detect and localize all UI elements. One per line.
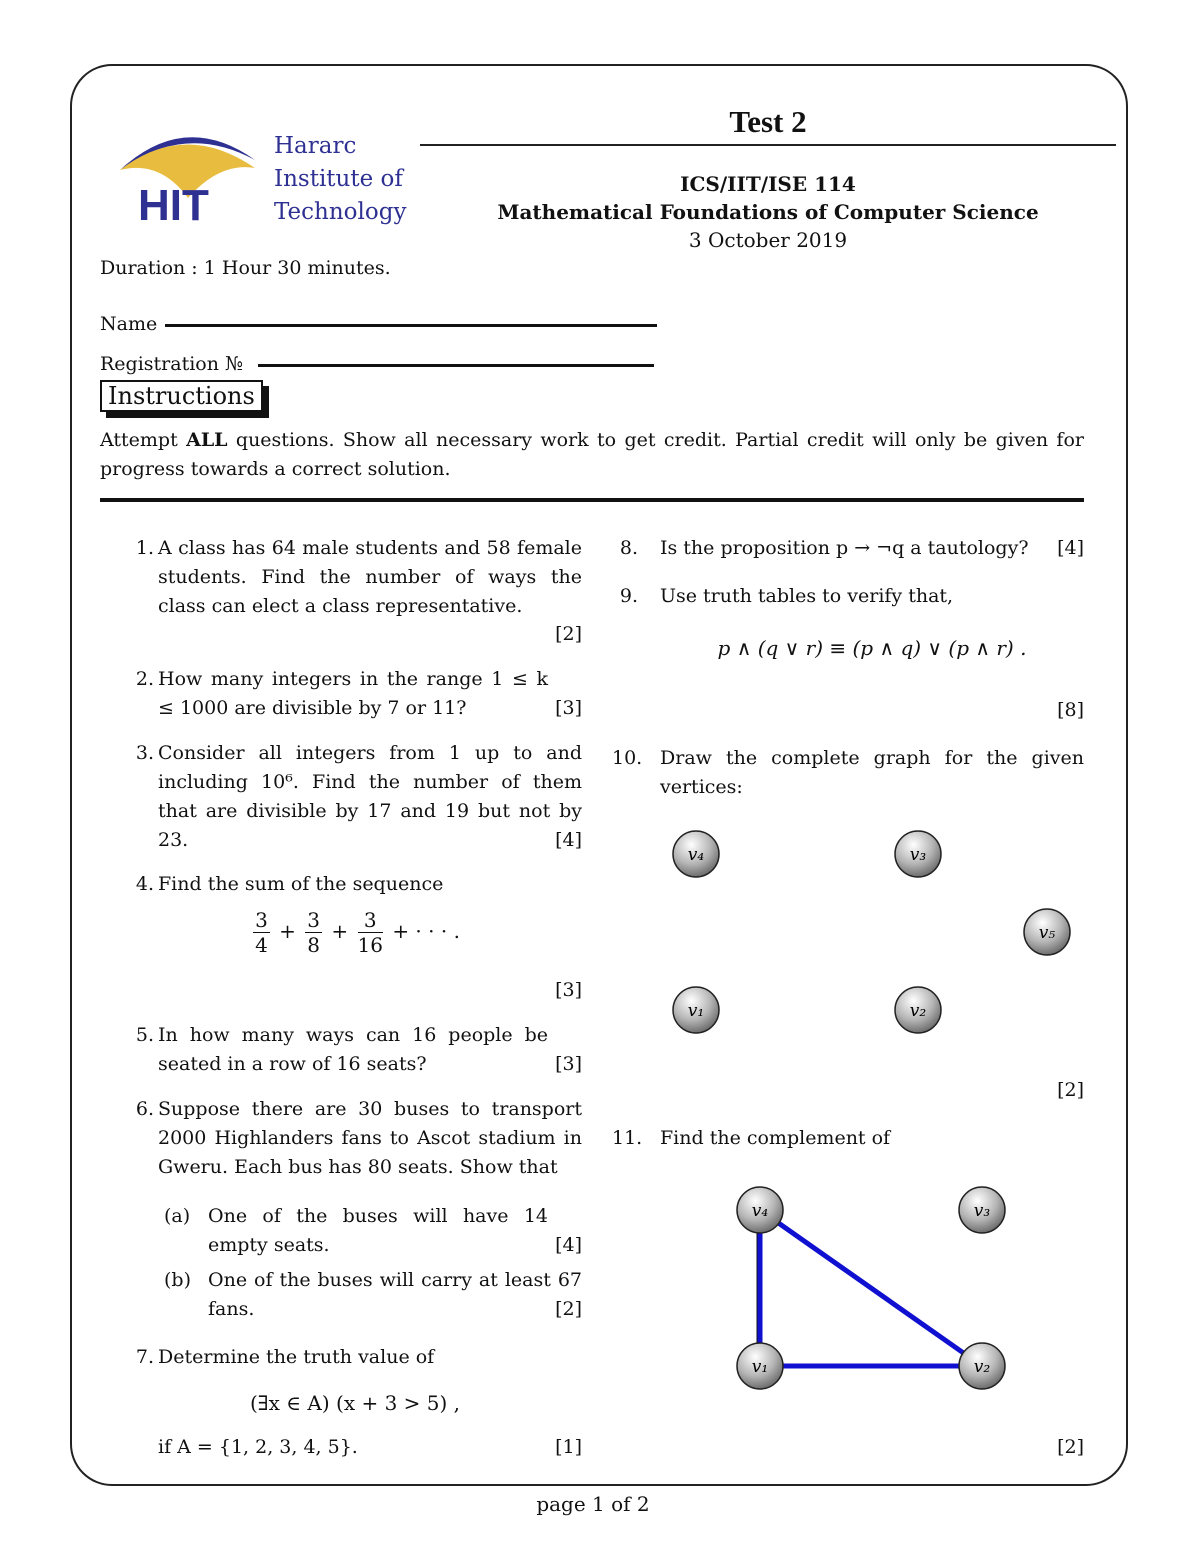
instr-post: questions. Show all necessary work to get credit. Partial credit will only be given for progress towards a correct solution. — [100, 429, 1084, 480]
part-text: One of the buses will carry at least 67 fans. — [208, 1269, 582, 1320]
question-text: A class has 64 male students and 58 female students. Find the number of ways the class can elect a class representative. — [158, 537, 582, 617]
svg-text:v₅: v₅ — [1038, 923, 1056, 943]
test-date: 3 October 2019 — [688, 228, 848, 252]
svg-text:HIT: HIT — [138, 181, 209, 230]
fraction: $\frac{3}{8}$ — [307, 908, 321, 957]
question-number: 10. — [612, 747, 643, 769]
fraction: $\frac{3}{4}$ — [255, 908, 268, 957]
ellipsis: + · · · . — [392, 919, 460, 943]
vertex-v3 — [895, 831, 941, 877]
question-mark: [3] — [555, 697, 582, 719]
question-number: 2. — [135, 668, 154, 690]
vertex-v2 — [895, 987, 941, 1033]
vertex-v3 — [959, 1187, 1005, 1233]
question-text: Suppose there are 30 buses to transport 2000 Highlanders fans to Ascot stadium in Gweru. Each bus has 80 seats. Show that — [158, 1098, 582, 1178]
test-title: Test 2 — [729, 104, 807, 139]
question-text: Determine the truth value of — [158, 1346, 435, 1368]
instr-bold: ALL — [186, 429, 228, 451]
sequence-formula — [128, 908, 582, 957]
question-text: Consider all integers from 1 up to and including 10⁶. Find the number of them that are divisible by 17 and 19 but not by 23. — [158, 742, 582, 851]
svg-text:v₁: v₁ — [687, 1001, 705, 1021]
instructions-heading: Instructions — [100, 380, 263, 412]
plus: + — [279, 919, 296, 943]
question-mark: [1] — [555, 1436, 582, 1458]
question-text: How many integers in the range 1 ≤ k ≤ 1000 are divisible by 7 or 11? — [158, 668, 548, 719]
question-mark: [2] — [555, 623, 582, 645]
plus: + — [331, 919, 349, 943]
vertex-v1 — [673, 987, 719, 1033]
part-label: (b) — [164, 1269, 191, 1291]
svg-text:v₂: v₂ — [909, 1001, 927, 1021]
svg-text:v₂: v₂ — [973, 1357, 991, 1377]
edge-v4-v2 — [760, 1210, 982, 1366]
registration-label: Registration № — [100, 353, 243, 375]
svg-text:v₁: v₁ — [751, 1357, 769, 1377]
question-text: Use truth tables to verify that, — [660, 585, 954, 607]
vertex-set-graph — [600, 800, 1100, 1060]
question-9 — [612, 582, 1084, 732]
question-number: 4. — [135, 873, 154, 895]
name-field[interactable] — [165, 324, 657, 327]
fraction: $\frac{3}{16}$ — [357, 908, 383, 957]
question-mark: [8] — [1057, 699, 1084, 721]
question-6 — [128, 1095, 582, 1325]
question-number: 8. — [619, 537, 638, 559]
logo-name-line: Hararc — [274, 133, 357, 159]
question-text: Is the proposition p → ¬q a tautology? — [660, 537, 1029, 559]
duration: Duration : 1 Hour 30 minutes. — [100, 257, 391, 279]
instr-pre: Attempt — [100, 429, 187, 451]
question-4 — [128, 870, 582, 1010]
question-text: Draw the complete graph for the given vertices: — [660, 747, 1084, 798]
complement-graph — [700, 1170, 1040, 1410]
svg-text:v₄: v₄ — [751, 1201, 769, 1221]
vertex-v1 — [737, 1343, 783, 1389]
question-mark: [3] — [555, 979, 582, 1001]
question-text: Find the complement of — [660, 1127, 891, 1149]
question-mark: [4] — [555, 1234, 582, 1256]
registration-field[interactable] — [258, 364, 654, 367]
question-mark: [4] — [1057, 537, 1084, 559]
formula: p ∧ (q ∨ r) ≡ (p ∧ q) ∨ (p ∧ r) . — [717, 636, 1027, 660]
instructions-text — [100, 426, 1084, 484]
question-number: 1. — [135, 537, 154, 559]
question-number: 5. — [135, 1024, 154, 1046]
name-label: Name — [100, 313, 158, 335]
course-code: ICS/IIT/ISE 114 — [680, 172, 856, 196]
question-number: 7. — [135, 1346, 154, 1368]
question-text: In how many ways can 16 people be seated in a row of 16 seats? — [158, 1024, 548, 1075]
vertex-v2 — [959, 1343, 1005, 1389]
condition: if A = {1, 2, 3, 4, 5}. — [158, 1436, 358, 1458]
part-text: One of the buses will have 14 empty seats. — [208, 1205, 548, 1256]
svg-text:v₄: v₄ — [687, 845, 705, 865]
question-number: 3. — [135, 742, 154, 764]
question-mark: [3] — [555, 1053, 582, 1075]
question-mark: [2] — [555, 1298, 582, 1320]
question-mark: [4] — [555, 829, 582, 851]
section-rule — [100, 498, 1084, 502]
vertex-v4 — [673, 831, 719, 877]
svg-text:v₃: v₃ — [973, 1201, 991, 1221]
question-text: Find the sum of the sequence — [158, 873, 444, 895]
part-label: (a) — [164, 1205, 191, 1227]
question-mark: [2] — [1057, 1079, 1084, 1101]
question-number: 9. — [619, 585, 638, 607]
question-number: 11. — [612, 1127, 643, 1149]
title-rule — [420, 144, 1116, 146]
vertex-v5 — [1024, 909, 1070, 955]
question-mark: [2] — [1057, 1436, 1084, 1458]
question-number: 6. — [135, 1098, 154, 1120]
logo-name-line: Technology — [274, 199, 407, 225]
hit-logo — [110, 110, 420, 240]
vertex-v4 — [737, 1187, 783, 1233]
page-number: page 1 of 2 — [536, 1492, 650, 1516]
svg-text:v₃: v₃ — [909, 845, 927, 865]
course-info — [420, 170, 1116, 254]
course-name: Mathematical Foundations of Computer Science — [497, 200, 1039, 224]
question-7 — [128, 1343, 582, 1463]
logo-name-line: Institute of — [274, 166, 403, 192]
formula: (∃x ∈ A) (x + 3 > 5) , — [249, 1391, 461, 1415]
